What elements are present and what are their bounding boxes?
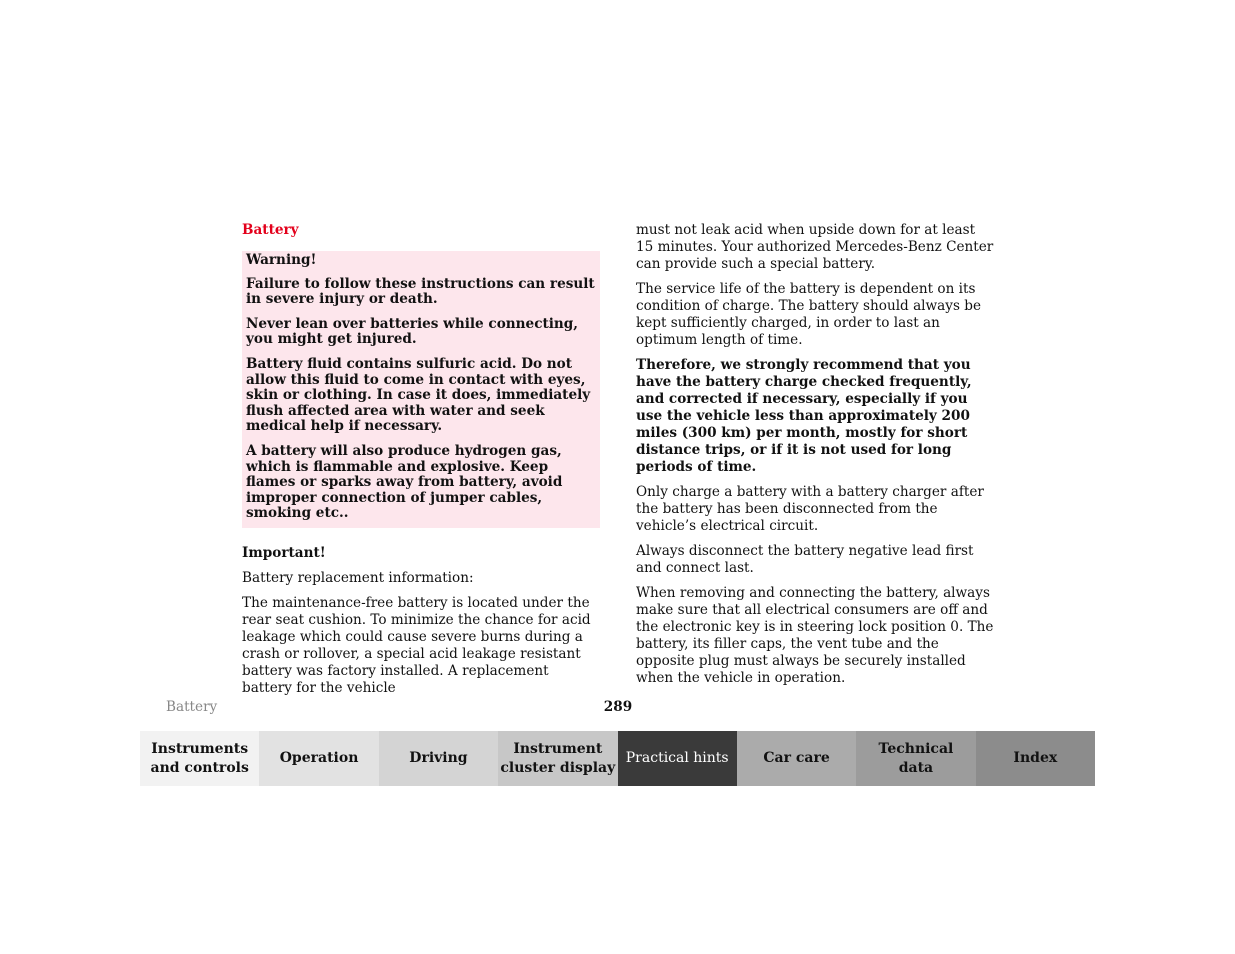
footer-section-label: Battery — [166, 699, 218, 715]
body-paragraph: The service life of the battery is dependent on its condition of charge. The battery should always be kept sufficiently charged, in order to last an optimum length of time. — [636, 281, 981, 348]
warning-paragraph: A battery will also produce hydrogen gas, which is flammable and explosive. Keep flames or sparks away from battery, avoid improper connection of jumper cables, smoking etc.. — [246, 442, 563, 522]
body-paragraph: The maintenance-free battery is located under the rear seat cushion. To minimize the chance for acid leakage which could cause severe burns during a crash or rollover, a special acid leakage resistant battery was factory installed. A replacement battery for the vehicle — [242, 594, 591, 696]
tab-car-care[interactable]: Car care — [737, 731, 856, 786]
warning-box — [242, 251, 600, 528]
warning-paragraph: Failure to follow these instructions can result in severe injury or death. — [246, 275, 595, 308]
body-paragraph: Battery replacement information: — [242, 569, 474, 586]
warning-paragraph: Never lean over batteries while connecting, you might get injured. — [246, 315, 579, 348]
chapter-tab-bar — [140, 731, 1095, 786]
tab-instruments-and-controls[interactable]: Instruments and controls — [140, 731, 259, 786]
tab-practical-hints[interactable]: Practical hints — [618, 731, 737, 786]
important-heading: Important! — [242, 544, 326, 561]
body-paragraph: When removing and connecting the battery, always make sure that all electrical consumers are off and the electronic key is in steering lock position 0. The battery, its filler caps, the vent tube and the opposite plug must always be securely installed when the vehicle in operation. — [636, 585, 994, 686]
tab-technical-data[interactable]: Technical data — [856, 731, 975, 786]
tab-driving[interactable]: Driving — [379, 731, 498, 786]
body-paragraph: Always disconnect the battery negative lead first and connect last. — [636, 543, 974, 576]
recommendation-paragraph: Therefore, we strongly recommend that you have the battery charge checked frequently, and corrected if necessary, especially if you use the vehicle less than approximately 200 miles (300 km) per month, mostly for short distance trips, or if it is not used for long periods of time. — [636, 357, 972, 475]
left-column — [242, 222, 600, 705]
tab-instrument-cluster-display[interactable]: Instrument cluster display — [498, 731, 617, 786]
tab-operation[interactable]: Operation — [259, 731, 378, 786]
warning-paragraph: Battery fluid contains sulfuric acid. Do not allow this fluid to come in contact with eyes, skin or clothing. In case it does, immediately flush affected area with water and seek medical help if necessary. — [246, 355, 591, 435]
page-number: 289 — [603, 699, 633, 715]
warning-heading: Warning! — [246, 252, 317, 268]
section-title-link[interactable]: Battery — [242, 222, 299, 238]
body-paragraph: must not leak acid when upside down for at least 15 minutes. Your authorized Mercedes-Benz Center can provide such a special battery. — [636, 222, 994, 272]
right-column — [636, 222, 994, 695]
tab-index[interactable]: Index — [976, 731, 1095, 786]
body-paragraph: Only charge a battery with a battery charger after the battery has been disconnected from the vehicle’s electrical circuit. — [636, 484, 984, 534]
